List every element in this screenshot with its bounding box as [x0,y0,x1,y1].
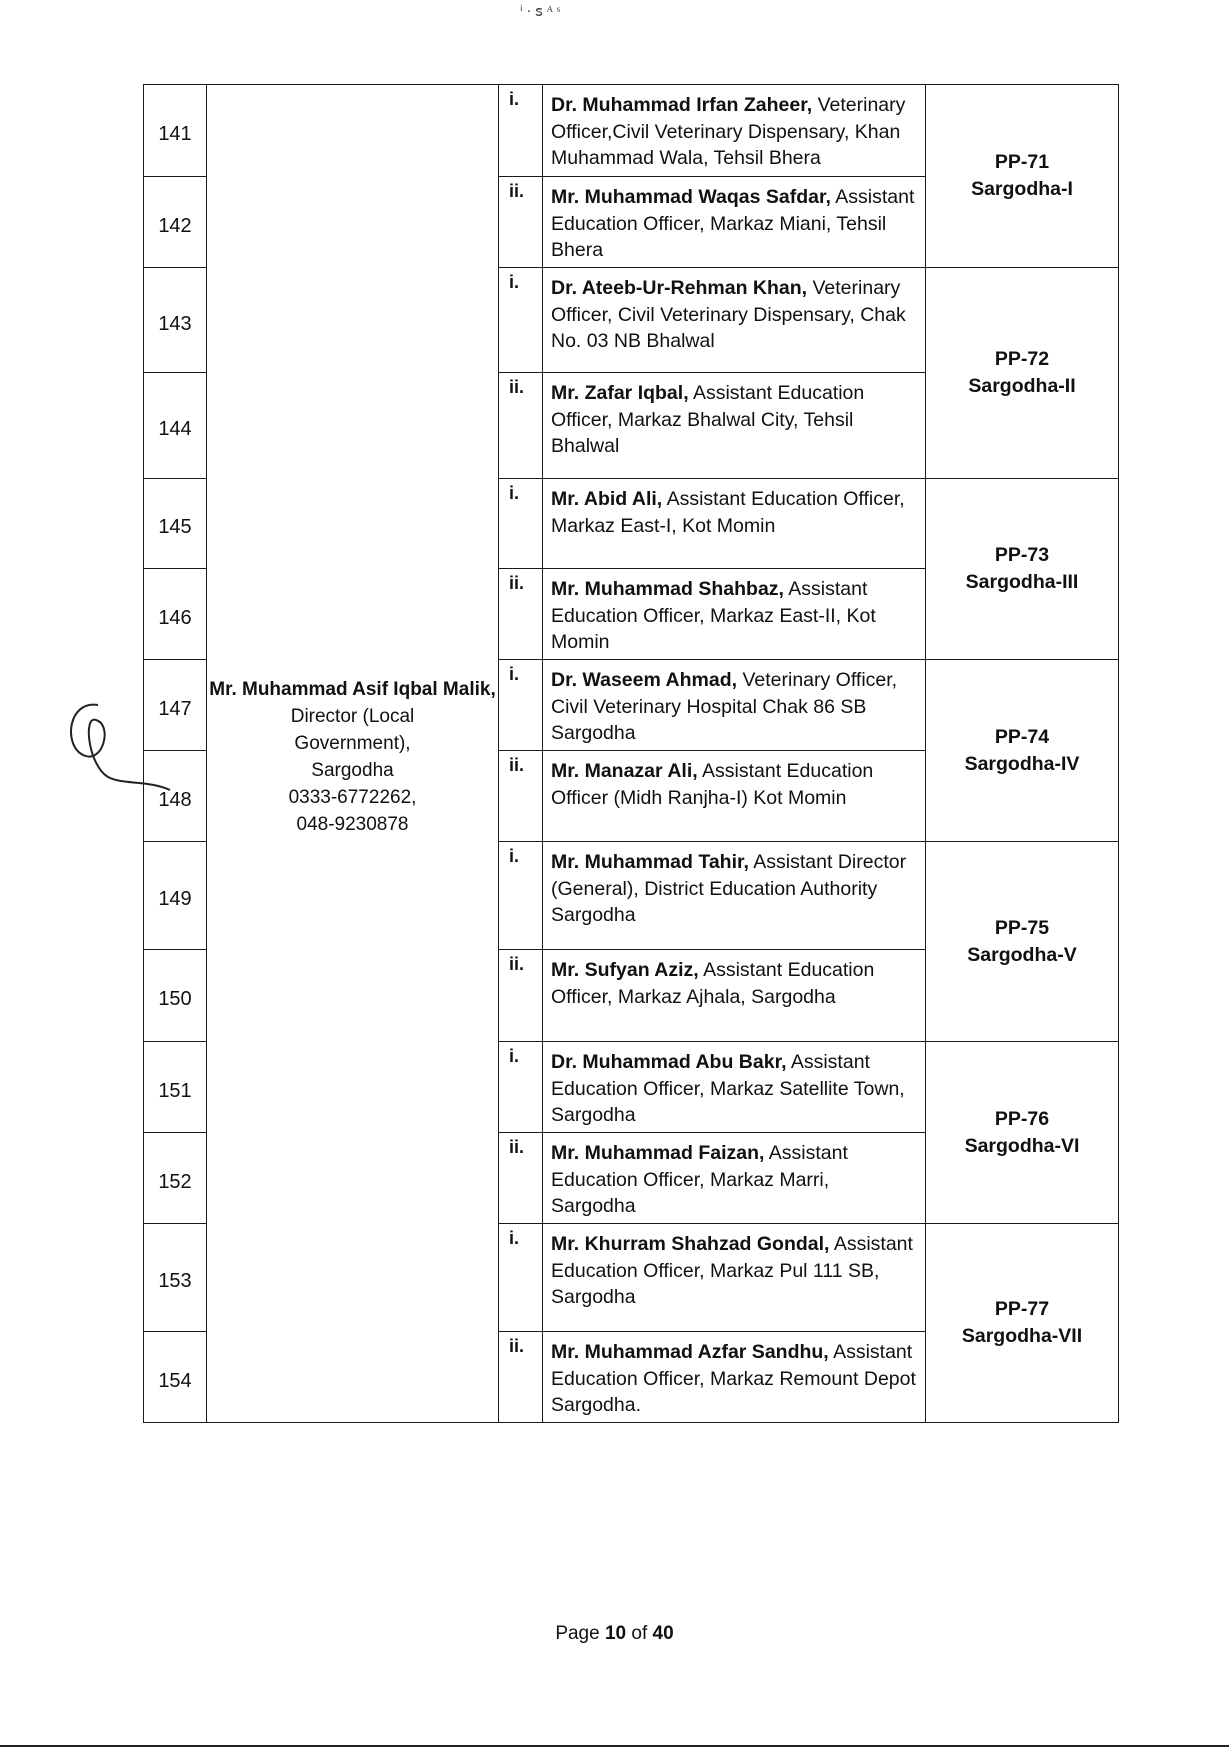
assistant-officer-name: Dr. Waseem Ahmad, [551,669,738,691]
returning-officer-name: Mr. Muhammad Asif Iqbal Malik, [209,678,496,700]
serial-number: 146 [144,569,207,660]
constituency-code: PP-71 [994,151,1050,173]
assistant-officer-details: Assistant Education Officer, Markaz East-I, Kot Momin [551,488,905,537]
officer-numeral: ii. [499,751,543,842]
officer-numeral: i. [499,268,543,373]
serial-number: 143 [144,268,207,373]
constituency-name: Sargodha-VII [961,1325,1083,1347]
assistant-officer-cell [543,1224,926,1332]
assistant-officer-cell [543,268,926,373]
assistant-officer-details: Veterinary Officer,Civil Veterinary Dispensary, Khan Muhammad Wala, Tehsil Bhera [551,94,906,169]
assistant-officer-details: Assistant Education Officer, Markaz Ajhala, Sargodha [551,959,875,1008]
assistant-officer-cell [543,373,926,479]
assistant-officer-details: Assistant Education Officer (Midh Ranjha-I) Kot Momin [551,760,874,809]
constituency-cell [926,85,1119,268]
assistant-officer-details: Assistant Education Officer, Markaz Pul 111 SB, Sargodha [551,1233,913,1308]
constituency-cell [926,268,1119,479]
assistant-officer-cell [543,85,926,177]
returning-officer-phone: 048-9230878 [296,813,409,835]
serial-number: 152 [144,1133,207,1224]
constituency-cell [926,479,1119,660]
constituency-code: PP-76 [994,1107,1050,1130]
assistant-officer-details: Assistant Education Officer, Markaz Remount Depot Sargodha. [551,1341,916,1416]
assistant-officer-details: Veterinary Officer, Civil Veterinary Hospital Chak 86 SB Sargodha [551,669,898,744]
returning-officer-cell [207,85,499,1423]
serial-number: 150 [144,950,207,1042]
serial-number: 154 [144,1332,207,1423]
assistant-officer-name: Mr. Muhammad Shahbaz, [551,578,784,600]
assistant-officer-details: Assistant Education Officer, Markaz Bhalwal City, Tehsil Bhalwal [551,382,865,457]
assistant-officer-cell [543,479,926,569]
assistant-officer-name: Dr. Muhammad Irfan Zaheer, [551,94,813,116]
assistant-officer-name: Mr. Khurram Shahzad Gondal, [551,1233,830,1255]
serial-number: 147 [144,660,207,751]
assistant-officer-cell [543,842,926,950]
assistant-officer-cell [543,1042,926,1133]
assistant-officer-name: Mr. Muhammad Tahir, [551,851,749,873]
officers-table [143,84,1119,1423]
assistant-officer-name: Mr. Muhammad Waqas Safdar, [551,186,831,208]
serial-number: 151 [144,1042,207,1133]
officer-numeral: ii. [499,569,543,660]
officer-numeral: i. [499,1042,543,1133]
constituency-name: Sargodha-IV [964,752,1080,775]
assistant-officer-details: Assistant Director (General), District Education Authority Sargodha [551,851,907,926]
signature-mark [58,685,178,795]
assistant-officer-cell [543,950,926,1042]
officer-numeral: ii. [499,373,543,479]
serial-number: 141 [144,85,207,177]
constituency-name: Sargodha-I [971,178,1073,200]
officer-numeral: i. [499,479,543,569]
assistant-officer-name: Dr. Ateeb-Ur-Rehman Khan, [551,277,808,299]
assistant-officer-name: Mr. Zafar Iqbal, [551,382,689,404]
assistant-officer-name: Mr. Muhammad Faizan, [551,1142,765,1164]
returning-officer-designation: Government), [294,732,411,754]
page-label: Page [555,1623,600,1644]
officer-numeral: ii. [499,1133,543,1224]
total-pages: 40 [652,1623,674,1644]
constituency-cell [926,1224,1119,1423]
assistant-officer-details: Veterinary Officer, Civil Veterinary Dispensary, Chak No. 03 NB Bhalwal [551,277,906,352]
serial-number: 153 [144,1224,207,1332]
serial-number: 149 [144,842,207,950]
constituency-code: PP-75 [994,916,1050,939]
constituency-code: PP-72 [994,348,1050,370]
officer-numeral: i. [499,1224,543,1332]
assistant-officer-cell [543,569,926,660]
assistant-officer-cell [543,1332,926,1423]
assistant-officer-name: Dr. Muhammad Abu Bakr, [551,1051,787,1073]
serial-number: 148 [144,751,207,842]
officer-numeral: ii. [499,1332,543,1423]
serial-number: 142 [144,177,207,268]
assistant-officer-name: Mr. Sufyan Aziz, [551,959,699,981]
assistant-officer-cell [543,660,926,751]
top-margin-marks: ⁱ · ꜱ ᴬ ˢ [520,4,561,20]
constituency-cell [926,1042,1119,1224]
serial-number: 145 [144,479,207,569]
assistant-officer-name: Mr. Muhammad Azfar Sandhu, [551,1341,829,1363]
officer-numeral: ii. [499,177,543,268]
assistant-officer-name: Mr. Manazar Ali, [551,760,698,782]
of-label: of [631,1623,648,1644]
returning-officer-designation: Director (Local [290,705,415,727]
officers-table-body [144,85,1119,1423]
assistant-officer-details: Assistant Education Officer, Markaz East-II, Kot Momin [551,578,876,653]
assistant-officer-details: Assistant Education Officer, Markaz Marri, Sargodha [551,1142,848,1217]
bottom-edge-line [0,1745,1229,1747]
page-footer [0,1623,1229,1645]
returning-officer-phone: 0333-6772262, [288,786,417,808]
constituency-name: Sargodha-II [968,375,1076,397]
assistant-officer-details: Assistant Education Officer, Markaz Satellite Town, Sargodha [551,1051,905,1126]
assistant-officer-cell [543,177,926,268]
officer-numeral: i. [499,85,543,177]
constituency-name: Sargodha-VI [964,1134,1080,1157]
assistant-officer-cell [543,751,926,842]
constituency-cell [926,660,1119,842]
assistant-officer-cell [543,1133,926,1224]
serial-number: 144 [144,373,207,479]
page-number: 10 [604,1623,627,1644]
constituency-code: PP-77 [994,1298,1050,1320]
returning-officer-designation: Sargodha [311,759,394,781]
table-row [144,85,1119,177]
officer-numeral: i. [499,660,543,751]
assistant-officer-name: Mr. Abid Ali, [551,488,663,510]
officer-numeral: i. [499,842,543,950]
constituency-code: PP-74 [994,725,1050,748]
constituency-name: Sargodha-III [965,571,1079,593]
constituency-code: PP-73 [994,544,1050,566]
constituency-name: Sargodha-V [967,943,1077,966]
constituency-cell [926,842,1119,1042]
officer-numeral: ii. [499,950,543,1042]
assistant-officer-details: Assistant Education Officer, Markaz Miani, Tehsil Bhera [551,186,915,261]
